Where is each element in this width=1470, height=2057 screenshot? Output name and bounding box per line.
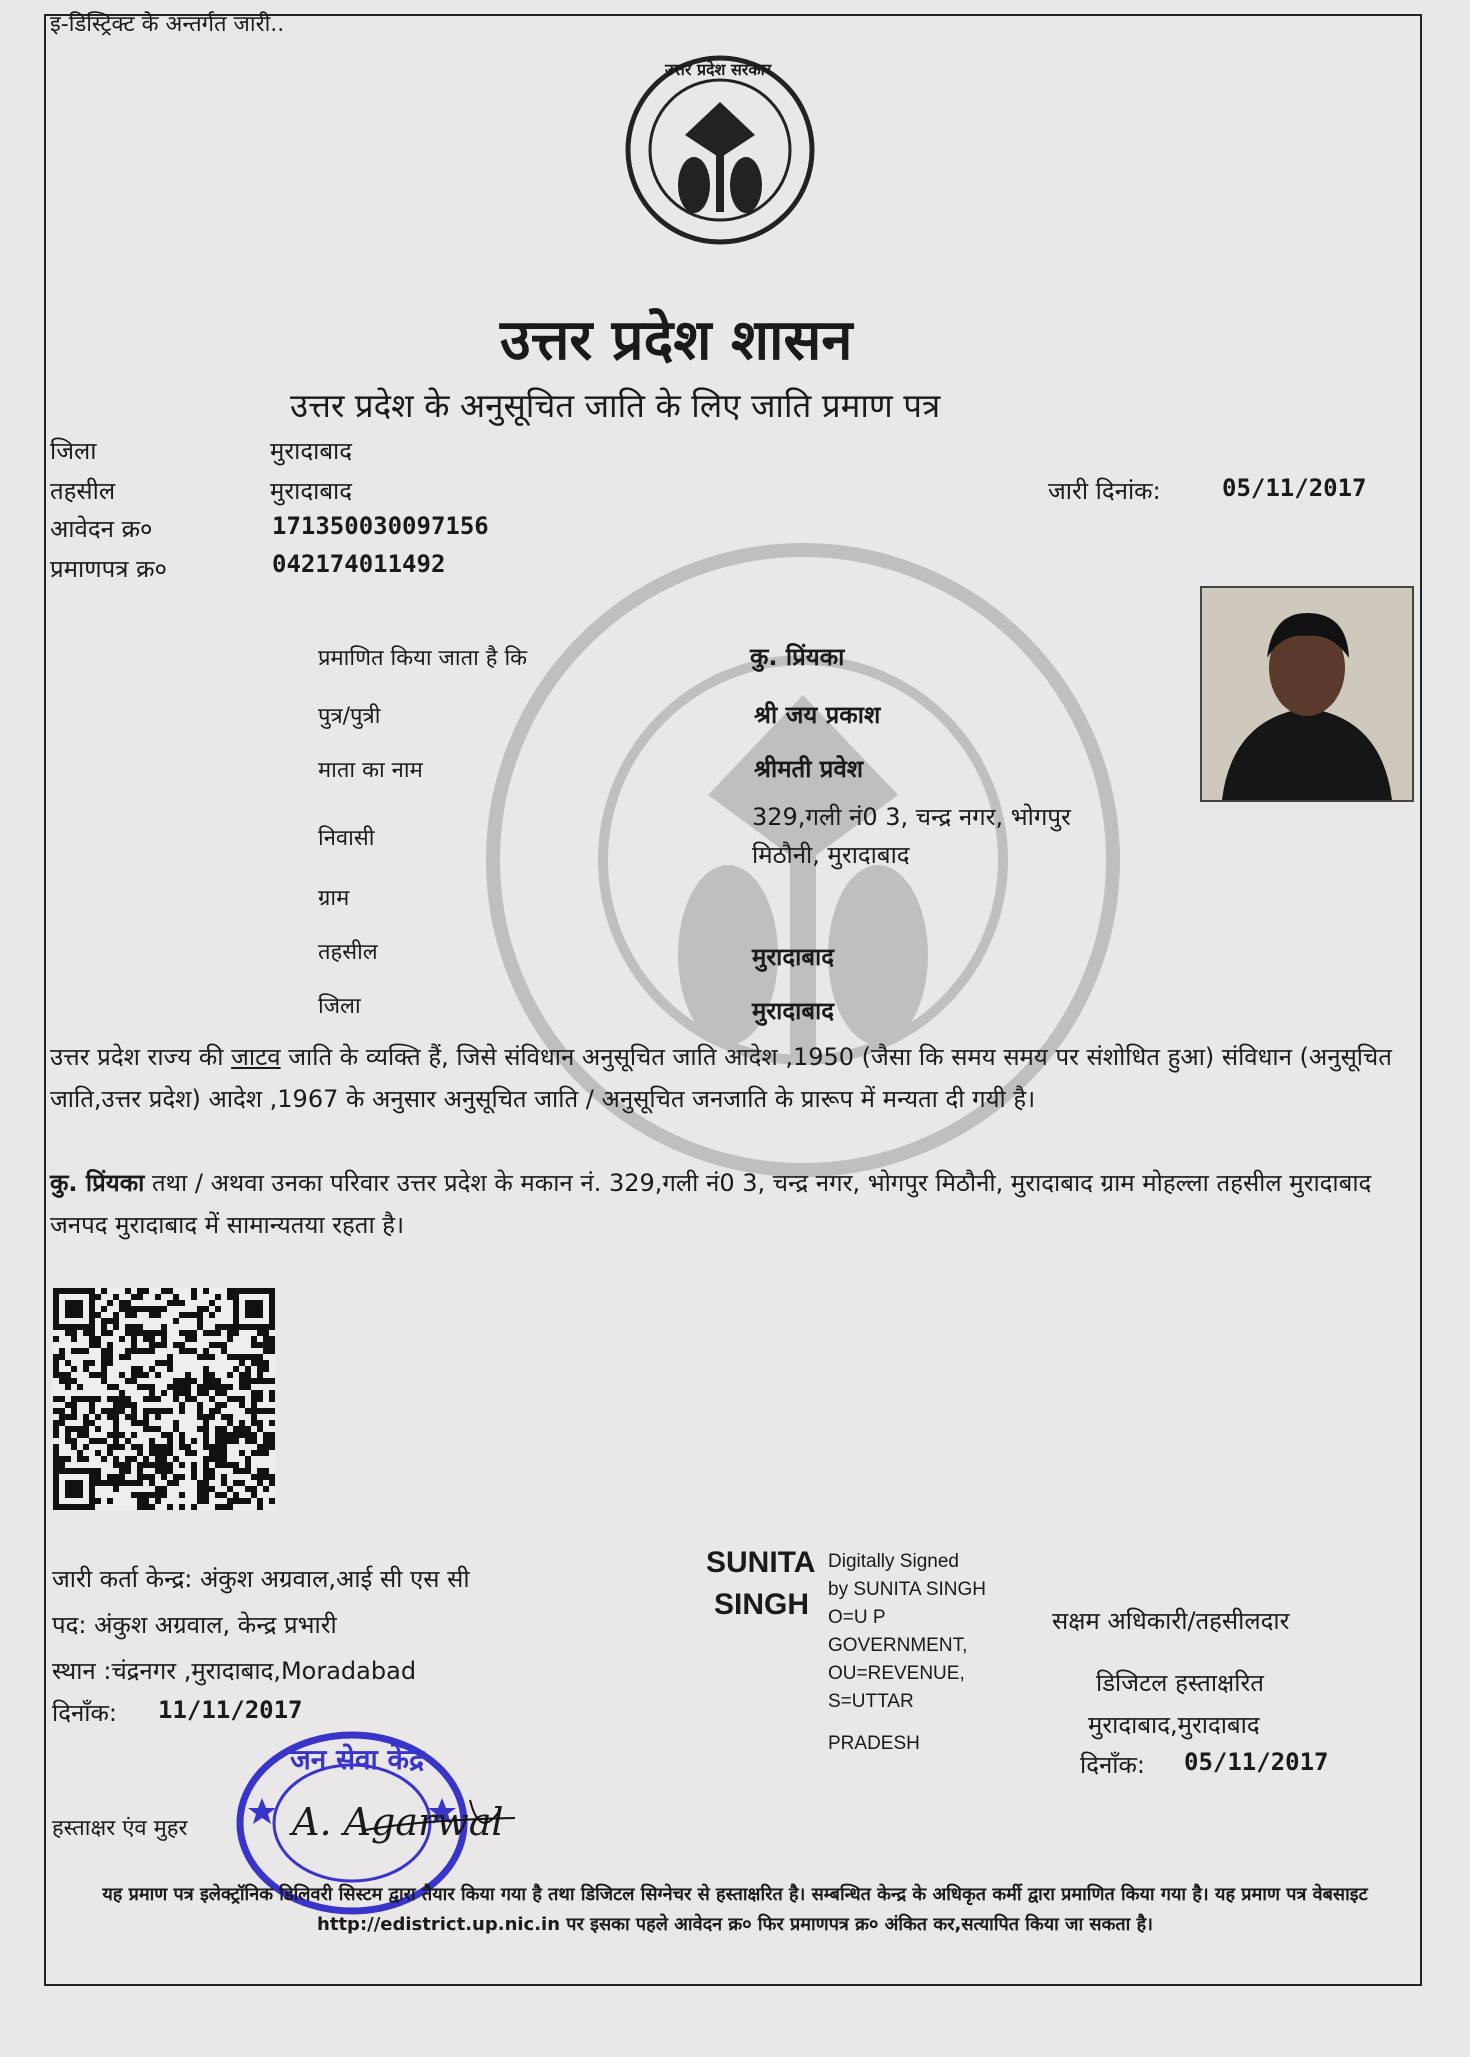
caste-name: जाटव <box>231 1043 281 1071</box>
ds-line: S=UTTAR <box>828 1691 914 1712</box>
applicant-photo <box>1200 586 1414 802</box>
ds-line: Digitally Signed <box>828 1551 959 1572</box>
ds-line: GOVERNMENT, <box>828 1635 968 1656</box>
authority-place: मुरादाबाद,मुरादाबाद <box>1088 1711 1260 1739</box>
detail-district-label: जिला <box>318 994 361 1019</box>
emblem-text: उत्तर प्रदेश सरकार <box>665 60 772 79</box>
caste-statement-prefix: उत्तर प्रदेश राज्य की <box>50 1043 232 1071</box>
detail-district-value: मुरादाबाद <box>752 997 835 1025</box>
issuer-post: पद: अंकुश अग्रवाल, केन्द्र प्रभारी <box>52 1611 337 1639</box>
residence-statement-text: तथा / अथवा उनका परिवार उत्तर प्रदेश के मकान नं. 329,गली नं0 3, चन्द्र नगर, भोगपुर मिठौनी, मुरादाबाद ग्राम मोहल्ला तहसील मुरादाबाद जनपद मुरादाबाद में सामान्यतया रहता है। <box>50 1169 1372 1239</box>
issuer-date-label: दिनाँक: <box>52 1699 118 1727</box>
issuer-date-value: 11/11/2017 <box>158 1696 303 1724</box>
certificate-label: प्रमाणपत्र क्र० <box>50 555 167 583</box>
caste-statement-suffix: जाति के व्यक्ति हैं, जिसे संविधान अनुसूचित जाति आदेश ,1950 (जैसा कि समय समय पर संशोधित हुआ) संविधान (अनुसूचित जाति,उत्तर प्रदेश) आदेश ,1967 के अनुसार अनुसूचित जाति / अनुसूचित जनजाति के प्रारूप में मन्यता दी गयी है। <box>50 1043 1392 1113</box>
authority-digital-sign: डिजिटल हस्ताक्षरित <box>1096 1669 1264 1697</box>
resident-address-line1: 329,गली नं0 3, चन्द्र नगर, भोगपुर <box>752 803 1071 831</box>
sign-label: हस्ताक्षर एंव मुहर <box>52 1816 188 1841</box>
ds-line: by SUNITA SINGH <box>828 1579 987 1600</box>
issue-date-value: 05/11/2017 <box>1222 474 1367 502</box>
ds-line: O=U P <box>828 1607 886 1628</box>
issuer-signature: A. Agarwal <box>292 1800 504 1844</box>
page-subtitle: उत्तर प्रदेश के अनुसूचित जाति के लिए जाति प्रमाण पत्र <box>290 386 941 425</box>
issuing-center: जारी कर्ता केन्द्र: अंकुश अग्रवाल,आई सी एस सी <box>52 1565 470 1593</box>
residence-applicant-name: कु. प्रिंयका <box>50 1169 145 1197</box>
verification-note: यह प्रमाण पत्र इलेक्ट्रॉनिक डिलिवरी सिस्टम द्वारा तैयार किया गया है तथा डिजिटल सिग्नेचर से हस्ताक्षरित है। सम्बन्धित केन्द्र के अधिकृत कर्मी द्वारा प्रमाणित किया गया है। यह प्रमाण पत्र वेबसाइट http://edistrict.up.nic.in पर इसका पहले आवेदन क्र० फिर प्रमाणपत्र क्र० अंकित कर,सत्यापित किया जा सकता है। <box>102 1884 1368 1935</box>
parent-name: श्री जय प्रकाश <box>754 701 881 729</box>
village-label: ग्राम <box>318 886 350 911</box>
applicant-name: कु. प्रिंयका <box>750 643 845 671</box>
district-label: जिला <box>50 437 97 465</box>
tehsil-label: तहसील <box>50 477 116 505</box>
certificate-number: 042174011492 <box>272 550 446 578</box>
detail-tehsil-label: तहसील <box>318 940 378 965</box>
residence-statement <box>50 1162 1410 1246</box>
resident-label: निवासी <box>318 826 375 851</box>
page-title: उत्तर प्रदेश शासन <box>500 308 853 373</box>
ds-line: PRADESH <box>828 1733 920 1754</box>
caste-statement <box>50 1036 1410 1120</box>
signature-stroke-icon <box>360 1790 520 1850</box>
authority-date-value: 05/11/2017 <box>1184 1748 1329 1776</box>
stamp-text: जन सेवा केंद्र <box>290 1743 424 1776</box>
resident-address-line2: मिठौनी, मुरादाबाद <box>752 841 910 869</box>
signer-name-line1: SUNITA <box>706 1546 816 1579</box>
certified-label: प्रमाणित किया जाता है कि <box>318 646 528 671</box>
top-note: इ-डिस्ट्रिक्ट के अन्तर्गत जारी.. <box>50 12 285 37</box>
mother-label: माता का नाम <box>318 758 423 783</box>
up-government-emblem-icon <box>620 50 820 250</box>
qr-code <box>52 1288 276 1510</box>
authority-date-label: दिनाँक: <box>1080 1751 1146 1779</box>
detail-tehsil-value: मुरादाबाद <box>752 943 835 971</box>
mother-name: श्रीमती प्रवेश <box>754 755 864 783</box>
application-number: 171350030097156 <box>272 512 489 540</box>
issue-date-label: जारी दिनांक: <box>1048 477 1161 505</box>
signer-name-line2: SINGH <box>714 1588 810 1621</box>
ds-line: OU=REVENUE, <box>828 1663 965 1684</box>
application-label: आवेदन क्र० <box>50 515 153 543</box>
district-value: मुरादाबाद <box>270 437 353 465</box>
tehsil-value: मुरादाबाद <box>270 477 353 505</box>
authority-title: सक्षम अधिकारी/तहसीलदार <box>1052 1607 1290 1635</box>
issuer-place: स्थान :चंद्रनगर ,मुरादाबाद,Moradabad <box>52 1657 417 1685</box>
digital-signature-block <box>828 1548 986 1758</box>
parent-label: पुत्र/पुत्री <box>318 704 381 729</box>
